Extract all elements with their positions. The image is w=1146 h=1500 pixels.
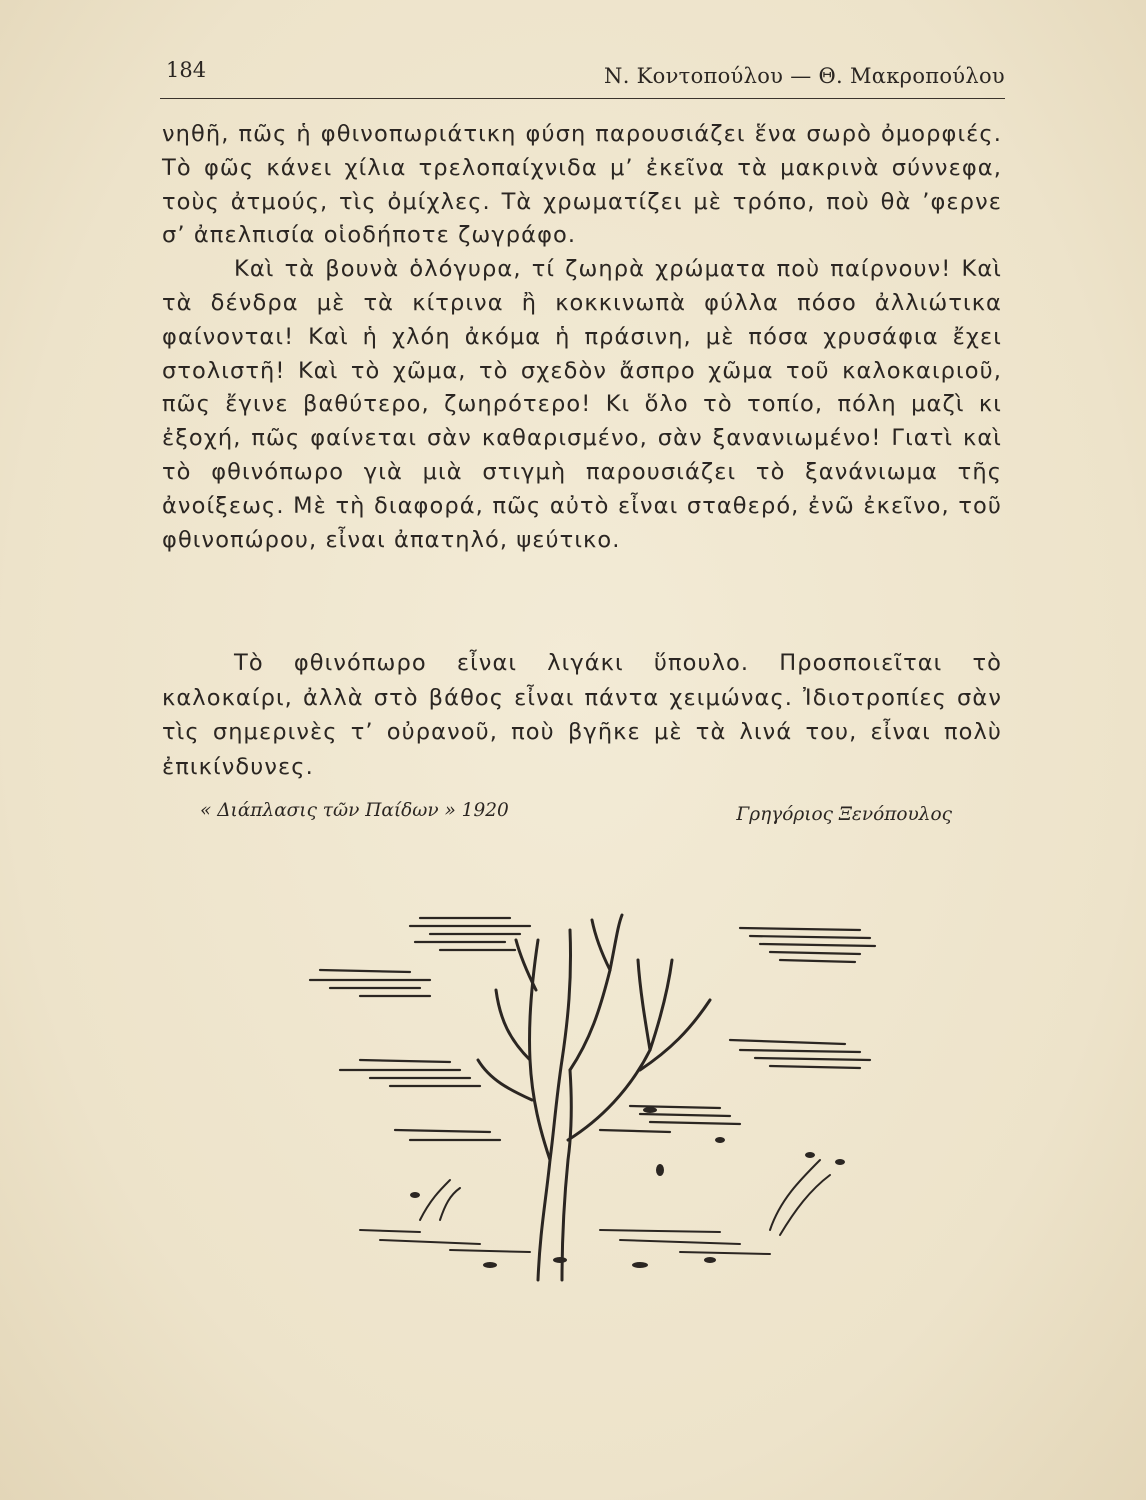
bare-autumn-tree-icon [300,900,900,1300]
ground-lines [360,1160,830,1254]
paragraph-3: Τὸ φθινόπωρο εἶναι λιγάκι ὕπουλο. Προσποιεῖται τὸ καλοκαίρι, ἀλλὰ στὸ βάθος εἶναι πάντα χειμώνας. Ἰδιοτροπίες σὰν τὶς σημερινὲς τ’ οὐρανοῦ, ποὺ βγῆκε μὲ τὰ λινά του, εἶναι πολὺ ἐπικίνδυνες. [162,650,1002,780]
source-citation: « Διάπλασις τῶν Παίδων » 1920 [200,800,509,821]
author-name: Γρηγόριος Ξενόπουλος [736,804,952,825]
body-text [162,118,1002,557]
running-head: Ν. Κοντοπούλου — Θ. Μακροπούλου [604,64,1005,88]
wind-lines-right [600,928,875,1132]
attribution [200,800,960,830]
page-header [160,58,1005,99]
body-text-continued [162,646,1002,784]
paragraph-1: νηθῆ, πῶς ἡ φθινοπωριάτικη φύση παρουσιάζει ἕνα σωρὸ ὀμορφιές. Τὸ φῶς κάνει χίλια τρελοπαίχνιδα μ’ ἐκεῖνα τὰ μακρινὰ σύννεφα, τοὺς ἀτμούς, τὶς ὀμίχλες. Τὰ χρωματίζει μὲ τρόπο, ποὺ θὰ ’φερνε σ’ ἀπελπισία οἱοδήποτε ζωγράφο. [162,121,1002,249]
paragraph-2: Καὶ τὰ βουνὰ ὁλόγυρα, τί ζωηρὰ χρώματα ποὺ παίρνουν! Καὶ τὰ δένδρα μὲ τὰ κίτρινα ἢ κοκκινωπὰ φύλλα πόσο ἀλλιώτικα φαίνονται! Καὶ ἡ χλόη ἀκόμα ἡ πράσινη, μὲ πόσα χρυσάφια ἔχει στολιστῆ! Καὶ τὸ χῶμα, τὸ σχεδὸν ἄσπρο χῶμα τοῦ καλοκαιριοῦ, πῶς ἔγινε βαθύτερο, ζωηρότερο! Κι ὅλο τὸ τοπίο, πόλη μαζὶ κι ἐξοχή, πῶς φαίνεται σὰν καθαρισμένο, σὰν ξανανιωμένο! Γιατὶ καὶ τὸ φθινόπωρο γιὰ μιὰ στιγμὴ παρουσιάζει τὸ ξανάνιωμα τῆς ἀνοίξεως. Μὲ τὴ διαφορά, πῶς αὐτὸ εἶναι σταθερό, ἐνῶ ἐκεῖνο, τοῦ φθινοπώρου, εἶναι ἀπατηλό, ψεύτικο. [162,256,1002,553]
tree-trunk [478,915,710,1280]
wind-lines-left [310,918,530,1140]
page-number: 184 [166,58,207,82]
